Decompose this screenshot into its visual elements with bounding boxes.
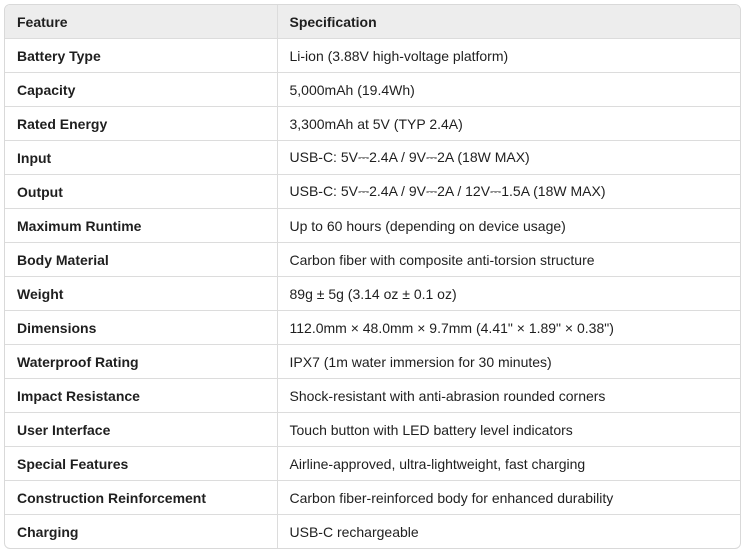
specification-cell: Carbon fiber-reinforced body for enhanced durability: [277, 481, 740, 515]
feature-cell: Rated Energy: [5, 107, 277, 141]
feature-cell: Capacity: [5, 73, 277, 107]
table-row: [5, 413, 740, 447]
header-feature: Feature: [5, 5, 277, 39]
specification-cell: Li-ion (3.88V high-voltage platform): [277, 39, 740, 73]
feature-cell: Waterproof Rating: [5, 345, 277, 379]
table-row: [5, 175, 740, 209]
table-body: [5, 39, 740, 549]
specification-cell: Airline-approved, ultra-lightweight, fast charging: [277, 447, 740, 481]
table-row: [5, 73, 740, 107]
table-row: [5, 209, 740, 243]
feature-cell: Output: [5, 175, 277, 209]
spec-table-container: [4, 4, 741, 549]
feature-cell: Weight: [5, 277, 277, 311]
table-row: [5, 345, 740, 379]
feature-cell: Maximum Runtime: [5, 209, 277, 243]
feature-cell: Charging: [17, 523, 79, 540]
table-row: [5, 277, 740, 311]
specification-cell: 5,000mAh (19.4Wh): [277, 73, 740, 107]
table-row: [5, 141, 740, 175]
table-row: [5, 379, 740, 413]
feature-cell: Input: [5, 141, 277, 175]
specification-cell: USB-C: 5V⎓2.4A / 9V⎓2A / 12V⎓1.5A (18W MAX): [277, 175, 740, 209]
table-row: [5, 107, 740, 141]
table-row: [5, 481, 740, 515]
specification-cell: Up to 60 hours (depending on device usage): [277, 209, 740, 243]
table-header-row: [5, 5, 740, 39]
specification-cell: Carbon fiber with composite anti-torsion structure: [277, 243, 740, 277]
specification-cell: IPX7 (1m water immersion for 30 minutes): [277, 345, 740, 379]
table-row: [5, 39, 740, 73]
table-row: [5, 515, 740, 549]
table-row: [5, 447, 740, 481]
feature-cell: Body Material: [5, 243, 277, 277]
specification-cell: USB-C: 5V⎓2.4A / 9V⎓2A (18W MAX): [277, 141, 740, 175]
table-row: [5, 243, 740, 277]
spec-table: [5, 5, 740, 548]
header-specification: Specification: [277, 5, 740, 39]
specification-cell: Shock-resistant with anti-abrasion rounded corners: [277, 379, 740, 413]
feature-cell: Impact Resistance: [5, 379, 277, 413]
specification-cell: 89g ± 5g (3.14 oz ± 0.1 oz): [277, 277, 740, 311]
specification-cell: Touch button with LED battery level indicators: [277, 413, 740, 447]
table-row: [5, 311, 740, 345]
feature-cell: Dimensions: [5, 311, 277, 345]
feature-cell: User Interface: [5, 413, 277, 447]
feature-cell: Construction Reinforcement: [5, 481, 277, 515]
specification-cell: 3,300mAh at 5V (TYP 2.4A): [277, 107, 740, 141]
feature-cell: Battery Type: [5, 39, 277, 73]
specification-cell: 112.0mm × 48.0mm × 9.7mm (4.41" × 1.89" × 0.38"): [277, 311, 740, 345]
feature-cell: Special Features: [5, 447, 277, 481]
specification-cell: USB-C rechargeable: [277, 515, 740, 549]
